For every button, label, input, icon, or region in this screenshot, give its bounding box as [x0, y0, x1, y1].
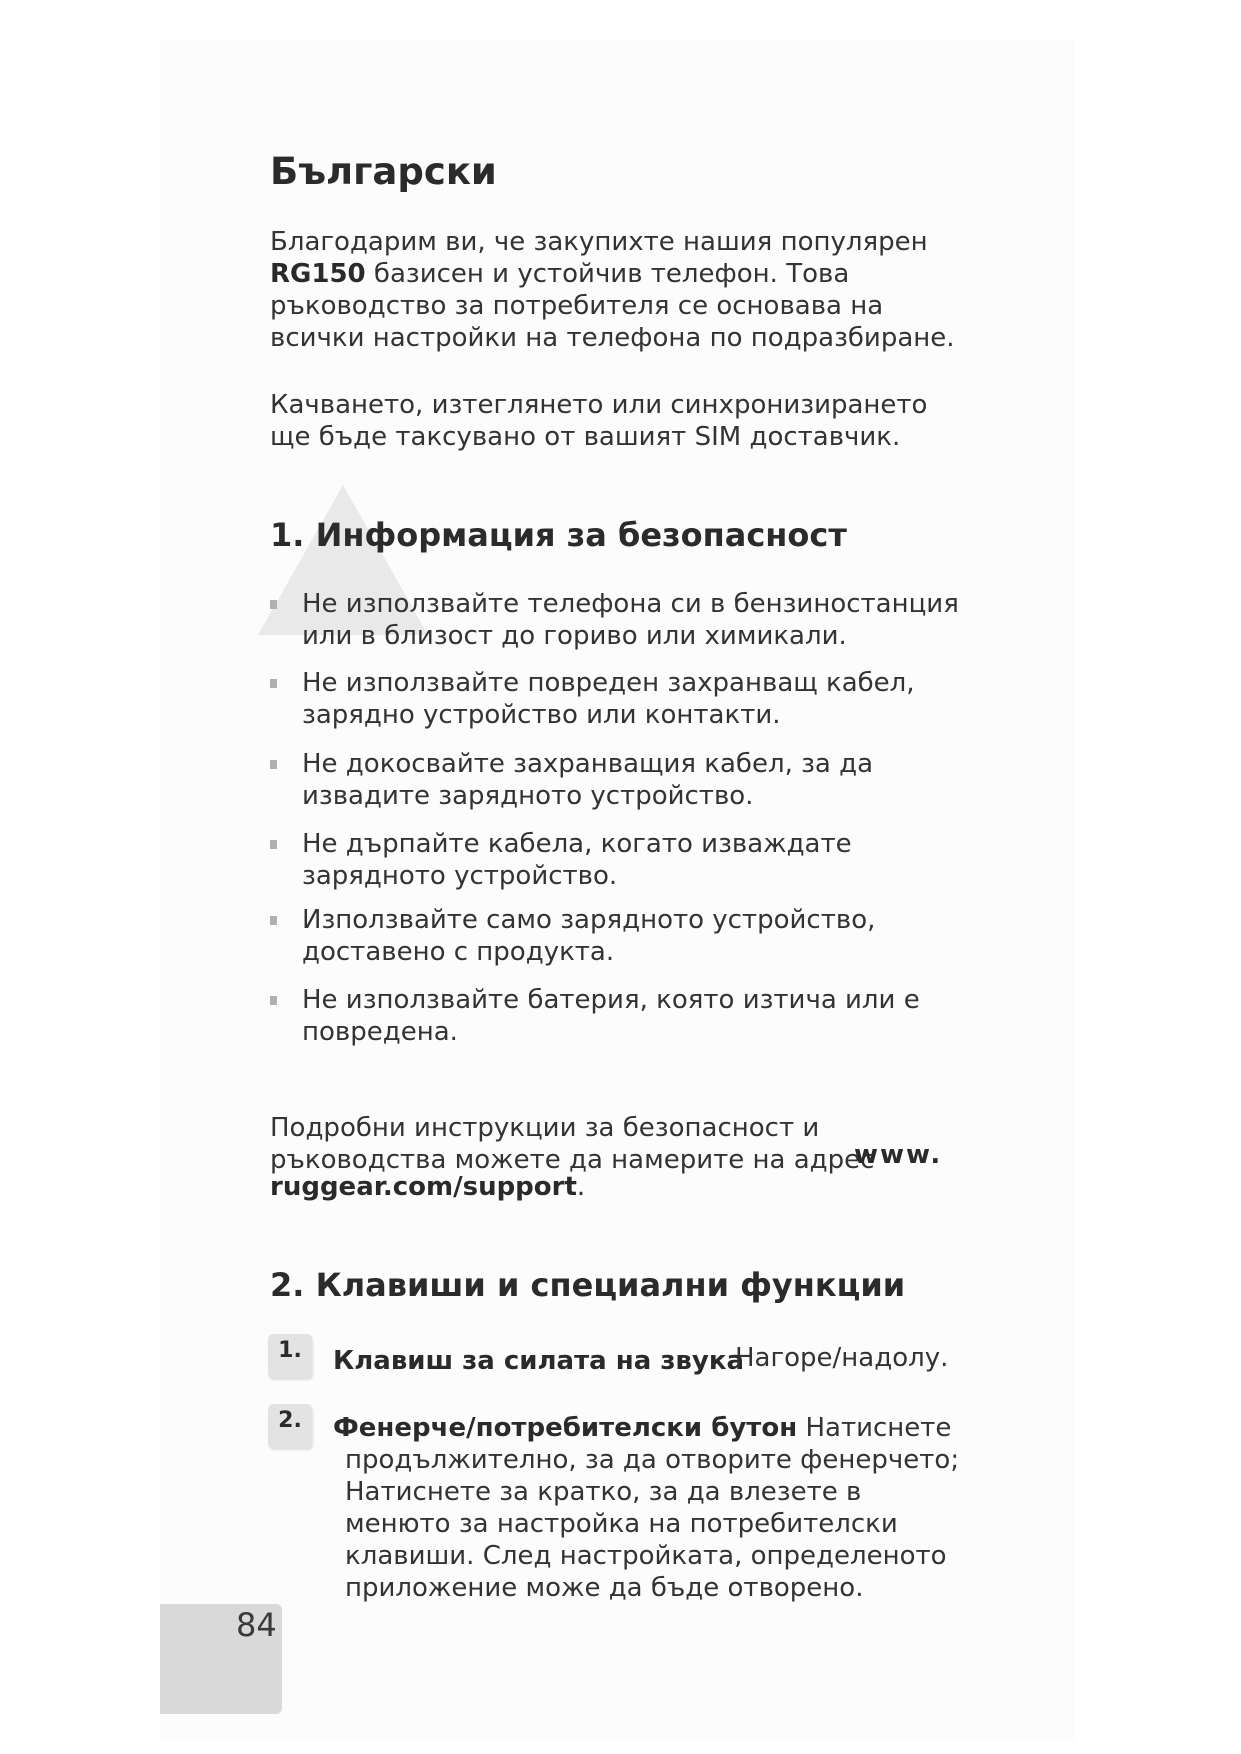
list-item-text: Не докосвайте захранващия кабел, за да извадите зарядното устройство. — [302, 749, 874, 811]
bullet-square-icon — [270, 679, 277, 688]
key-number-badge: 2. — [268, 1404, 312, 1448]
charges-note: Качването, изтеглянето или синхронизирането ще бъде таксувано от вашият SIM доставчик. — [270, 390, 928, 452]
key-desc-flashlight-first: Натиснете — [805, 1413, 952, 1443]
bullet-square-icon — [270, 760, 277, 769]
intro-text-1: Благодарим ви, че закупихте нашия популярен — [270, 227, 928, 257]
intro-text-2: базисен и устойчив телефон. Това ръководство за потребителя се основава на всички настройки на телефона по подразбиране. — [270, 259, 955, 353]
list-item-text: Използвайте само зарядното устройство, доставено с продукта. — [302, 905, 876, 967]
list-item-text: Не използвайте повреден захранващ кабел, зарядно устройство или контакти. — [302, 668, 915, 730]
more-info-text: Подробни инструкции за безопасност и ръководства можете да намерите на адрес — [270, 1113, 875, 1175]
list-item-text: Не дърпайте кабела, когато изваждате зарядното устройство. — [302, 829, 852, 891]
list-item-text: Не използвайте батерия, която изтича или е повредена. — [302, 985, 920, 1047]
key-number-badge: 1. — [268, 1334, 312, 1378]
key-desc-volume: Нагоре/надолу. — [735, 1343, 949, 1373]
language-title: Български — [270, 150, 497, 193]
key-name-flashlight: Фенерче/потребителски бутон — [333, 1413, 798, 1443]
section-title-safety: 1. Информация за безопасност — [270, 516, 847, 554]
support-url-line — [270, 1172, 585, 1202]
key-desc-flashlight-rest: продължително, за да отворите фенерчето; Натиснете за кратко, за да влезете в менюто за настройка на потребителски клавиши. След настройката, определеното приложение може да бъде отворено. — [345, 1445, 960, 1603]
section-title-keys: 2. Клавиши и специални функции — [270, 1266, 906, 1304]
page-number: 84 — [236, 1606, 277, 1644]
support-url-end: . — [576, 1172, 586, 1202]
key-name-volume: Клавиш за силата на звука — [333, 1346, 745, 1376]
bullet-square-icon — [270, 996, 277, 1005]
bullet-square-icon — [270, 600, 277, 609]
bullet-square-icon — [270, 840, 277, 849]
bullet-square-icon — [270, 916, 277, 925]
key-flashlight-block — [333, 1412, 973, 1604]
intro-paragraph — [270, 226, 970, 354]
model-name: RG150 — [270, 259, 366, 289]
list-item-text: Не използвайте телефона си в бензиностанция или в близост до гориво или химикали. — [302, 589, 959, 651]
support-url-part2[interactable]: ruggear.com/support — [270, 1172, 577, 1202]
support-url-part1[interactable]: www. — [854, 1140, 943, 1170]
